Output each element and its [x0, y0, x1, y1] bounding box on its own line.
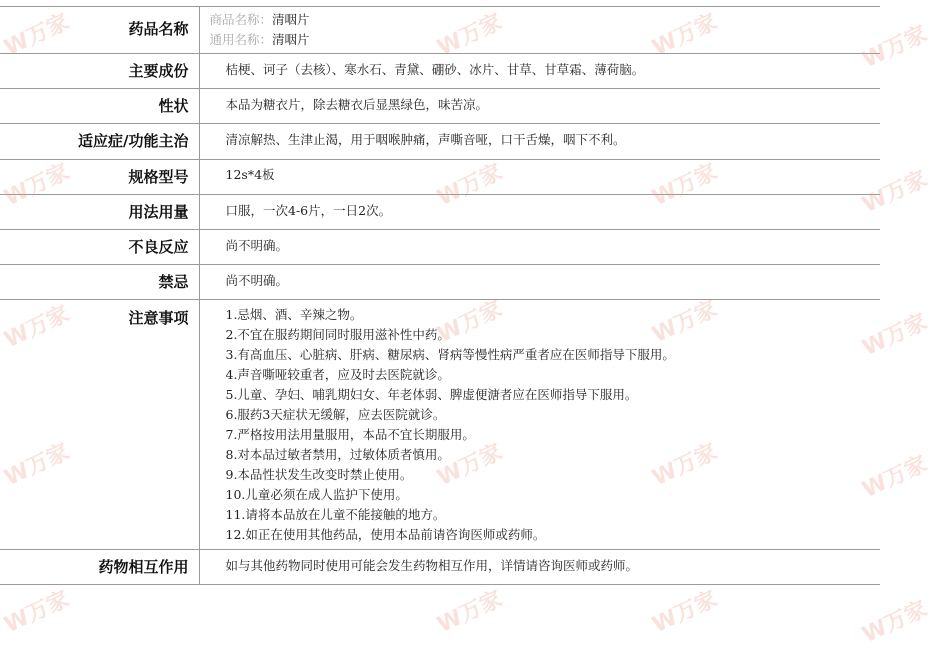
watermark: W万家 — [0, 301, 74, 354]
watermark: W万家 — [648, 159, 722, 212]
label-dosage: 用法用量 — [0, 195, 199, 230]
precaution-item: 5.儿童、孕妇、哺乳期妇女、年老体弱、脾虚便溏者应在医师指导下服用。 — [225, 387, 638, 402]
watermark: W万家 — [0, 159, 74, 212]
label-spec: 规格型号 — [0, 160, 199, 195]
precaution-item: 6.服药3天症状无缓解，应去医院就诊。 — [225, 407, 446, 422]
row-precautions — [0, 300, 880, 550]
trade-name-value: 清咽片 — [272, 12, 310, 27]
watermark: W万家 — [433, 9, 507, 62]
trade-name-prefix: 商品名称： — [209, 12, 273, 27]
label-indications: 适应症/功能主治 — [0, 124, 199, 160]
value-indications: 清凉解热、生津止渴，用于咽喉肿痛，声嘶音哑，口干舌燥，咽下不利。 — [199, 124, 880, 160]
label-drug-name: 药品名称 — [0, 7, 199, 54]
label-adverse-reactions: 不良反应 — [0, 230, 199, 265]
value-spec: 12s*4板 — [199, 160, 880, 195]
value-precautions — [199, 300, 880, 550]
row-appearance — [0, 89, 880, 124]
value-ingredients: 桔梗、诃子（去核）、寒水石、青黛、硼砂、冰片、甘草、甘草霜、薄荷脑。 — [199, 54, 880, 89]
label-contraindications: 禁忌 — [0, 265, 199, 300]
watermark: W万家 — [433, 586, 507, 639]
value-contraindications: 尚不明确。 — [199, 265, 880, 300]
watermark: W万家 — [858, 309, 932, 362]
watermark: W万家 — [858, 596, 932, 649]
value-drug-name — [199, 7, 880, 54]
watermark: W万家 — [0, 439, 74, 492]
watermark: W万家 — [0, 586, 74, 639]
row-adverse-reactions — [0, 230, 880, 265]
precaution-item: 11.请将本品放在儿童不能接触的地方。 — [225, 507, 446, 522]
generic-name-value: 清咽片 — [272, 32, 310, 47]
generic-name-prefix: 通用名称： — [209, 32, 273, 47]
watermark: W万家 — [648, 296, 722, 349]
label-ingredients: 主要成份 — [0, 54, 199, 89]
watermark: W万家 — [648, 439, 722, 492]
precaution-item: 7.严格按用法用量服用，本品不宜长期服用。 — [225, 427, 475, 442]
watermark: W万家 — [433, 439, 507, 492]
watermark: W万家 — [858, 21, 932, 74]
drug-spec-table — [0, 6, 880, 585]
watermark: W万家 — [858, 166, 932, 219]
row-ingredients — [0, 54, 880, 89]
watermark: W万家 — [433, 296, 507, 349]
watermark: W万家 — [648, 9, 722, 62]
label-appearance: 性状 — [0, 89, 199, 124]
value-drug-interactions: 如与其他药物同时使用可能会发生药物相互作用，详情请咨询医师或药师。 — [199, 550, 880, 585]
watermark: W万家 — [648, 586, 722, 639]
precaution-item: 1.忌烟、酒、辛辣之物。 — [225, 307, 363, 322]
watermark: W万家 — [433, 159, 507, 212]
precaution-item: 12.如正在使用其他药品，使用本品前请咨询医师或药师。 — [225, 527, 546, 542]
precaution-item: 10.儿童必须在成人监护下使用。 — [225, 487, 408, 502]
value-adverse-reactions: 尚不明确。 — [199, 230, 880, 265]
precaution-item: 3.有高血压、心脏病、肝病、糖尿病、肾病等慢性病严重者应在医师指导下服用。 — [225, 347, 675, 362]
row-dosage — [0, 195, 880, 230]
row-drug-name — [0, 7, 880, 54]
watermark: W万家 — [858, 451, 932, 504]
label-drug-interactions: 药物相互作用 — [0, 550, 199, 585]
watermark: W万家 — [0, 9, 74, 62]
row-indications — [0, 124, 880, 160]
precaution-item: 8.对本品过敏者禁用，过敏体质者慎用。 — [225, 447, 450, 462]
row-drug-interactions — [0, 550, 880, 585]
label-precautions: 注意事项 — [0, 300, 199, 550]
row-contraindications — [0, 265, 880, 300]
precaution-item: 2.不宜在服药期间同时服用滋补性中药。 — [225, 327, 450, 342]
row-spec — [0, 160, 880, 195]
precaution-item: 9.本品性状发生改变时禁止使用。 — [225, 467, 413, 482]
value-appearance: 本品为糖衣片，除去糖衣后显黑绿色，味苦凉。 — [199, 89, 880, 124]
value-dosage: 口服，一次4-6片，一日2次。 — [199, 195, 880, 230]
precaution-item: 4.声音嘶哑较重者，应及时去医院就诊。 — [225, 367, 450, 382]
